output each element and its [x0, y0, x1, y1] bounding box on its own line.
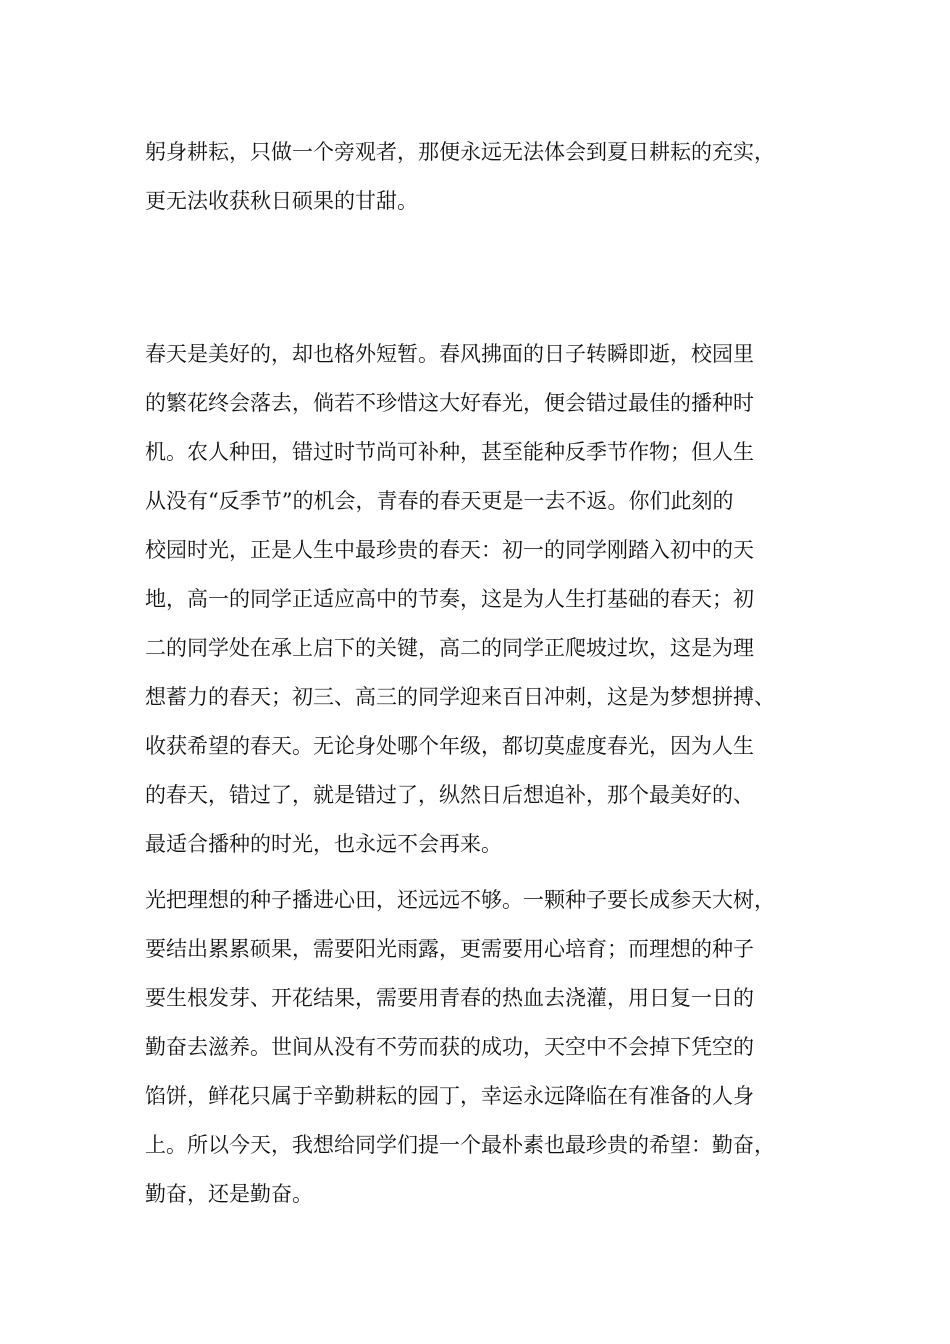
paragraph-1: [145, 128, 825, 226]
paragraph-line: 最适合播种的时光，也永远不会再来。: [145, 832, 502, 856]
paragraph-line: 要生根发芽、开花结果，需要用青春的热血去浇灌，用日复一日的: [145, 986, 754, 1010]
paragraph-line: 春天是美好的，却也格外短暂。春风拂面的日子转瞬即逝，校园里: [145, 342, 754, 366]
paragraph-line: 要结出累累硕果，需要阳光雨露，更需要用心培育；而理想的种子: [145, 937, 754, 961]
paragraph-line: 从没有“反季节”的机会，青春的春天更是一去不返。你们此刻的: [145, 489, 734, 513]
paragraph-line: 躬身耕耘，只做一个旁观者，那便永远无法体会到夏日耕耘的充实，: [145, 140, 775, 164]
paragraph-3: [145, 876, 825, 1219]
paragraph-2: [145, 330, 825, 869]
paragraph-line: 上。所以今天，我想给同学们提一个最朴素也最珍贵的希望：勤奋，: [145, 1133, 775, 1157]
paragraph-line: 想蓄力的春天；初三、高三的同学迎来百日冲刺，这是为梦想拼搏、: [145, 685, 775, 709]
paragraph-line: 光把理想的种子播进心田，还远远不够。一颗种子要长成参天大树，: [145, 888, 775, 912]
paragraph-line: 更无法收获秋日硕果的甘甜。: [145, 189, 418, 213]
paragraph-line: 的春天，错过了，就是错过了，纵然日后想追补，那个最美好的、: [145, 783, 754, 807]
paragraph-line: 校园时光，正是人生中最珍贵的春天：初一的同学刚踏入初中的天: [145, 538, 754, 562]
paragraph-line: 地，高一的同学正适应高中的节奏，这是为人生打基础的春天；初: [145, 587, 754, 611]
paragraph-line: 勤奋，还是勤奋。: [145, 1182, 313, 1206]
paragraph-line: 勤奋去滋养。世间从没有不劳而获的成功，天空中不会掉下凭空的: [145, 1035, 754, 1059]
paragraph-line: 机。农人种田，错过时节尚可补种，甚至能种反季节作物；但人生: [145, 440, 754, 464]
paragraph-line: 馅饼，鲜花只属于辛勤耕耘的园丁，幸运永远降临在有准备的人身: [145, 1084, 754, 1108]
paragraph-line: 收获希望的春天。无论身处哪个年级，都切莫虚度春光，因为人生: [145, 734, 754, 758]
paragraph-line: 的繁花终会落去，倘若不珍惜这大好春光，便会错过最佳的播种时: [145, 391, 754, 415]
paragraph-line: 二的同学处在承上启下的关键，高二的同学正爬坡过坎，这是为理: [145, 636, 754, 660]
